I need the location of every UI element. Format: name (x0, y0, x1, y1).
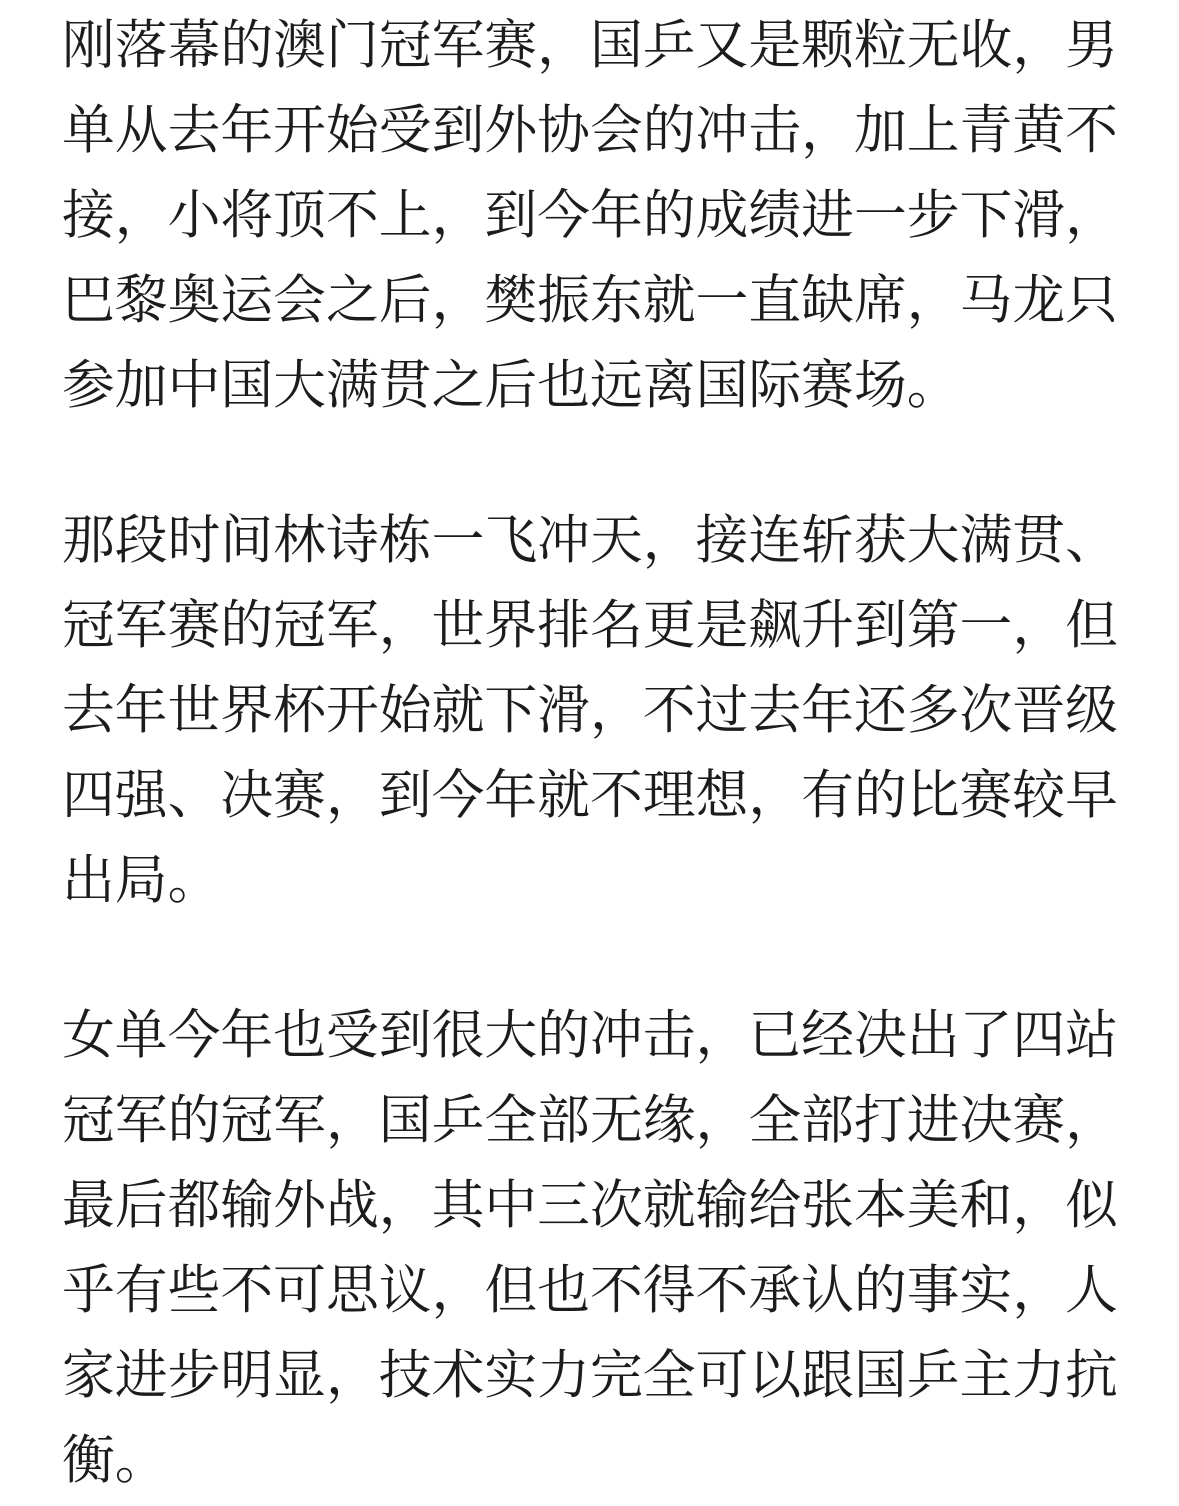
article-paragraph (62, 3, 1179, 428)
paragraph-line: 接，小将顶不上，到今年的成绩进一步下滑， (62, 185, 1118, 246)
paragraph-line: 单从去年开始受到外协会的冲击，加上青黄不 (62, 100, 1118, 161)
article-paragraph (62, 498, 1179, 923)
paragraph-line: 女单今年也受到很大的冲击，已经决出了四站 (62, 1005, 1118, 1066)
paragraph-line: 那段时间林诗栋一飞冲天，接连斩获大满贯、 (62, 510, 1118, 571)
paragraph-line: 刚落幕的澳门冠军赛，国乒又是颗粒无收，男 (62, 15, 1118, 76)
paragraph-line: 出局。 (62, 850, 221, 911)
paragraph-line: 去年世界杯开始就下滑，不过去年还多次晋级 (62, 680, 1118, 741)
paragraph-line: 冠军的冠军，国乒全部无缘，全部打进决赛， (62, 1090, 1118, 1151)
paragraph-line: 参加中国大满贯之后也远离国际赛场。 (62, 355, 960, 416)
paragraph-line: 衡。 (62, 1430, 168, 1491)
paragraph-line: 乎有些不可思议，但也不得不承认的事实，人 (62, 1260, 1118, 1321)
article-paragraph (62, 993, 1179, 1503)
paragraph-line: 冠军赛的冠军，世界排名更是飙升到第一，但 (62, 595, 1118, 656)
paragraph-line: 巴黎奥运会之后，樊振东就一直缺席，马龙只 (62, 270, 1118, 331)
paragraph-line: 最后都输外战，其中三次就输给张本美和，似 (62, 1175, 1118, 1236)
paragraph-line: 家进步明显，技术实力完全可以跟国乒主力抗 (62, 1345, 1118, 1406)
paragraph-line: 四强、决赛，到今年就不理想，有的比赛较早 (62, 765, 1118, 826)
